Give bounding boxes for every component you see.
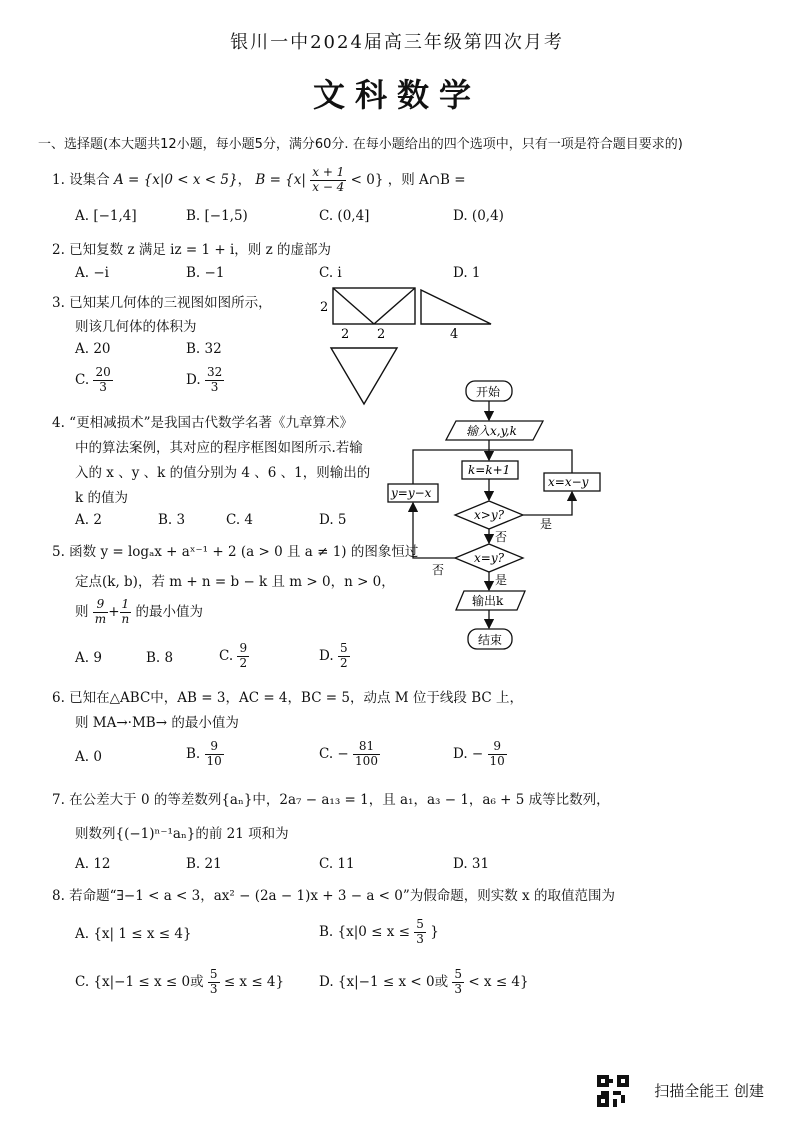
label-side-length: 4 bbox=[450, 327, 459, 342]
q5-option-a: A. 9 bbox=[75, 650, 102, 666]
q5-f2-den: n bbox=[121, 611, 130, 626]
q5-f1-num: 9 bbox=[93, 598, 108, 613]
q6-d-label: D. − bbox=[453, 745, 484, 762]
q6-option-d bbox=[453, 740, 507, 769]
q8-d-den: 3 bbox=[454, 981, 463, 996]
q1-set-a: A = {x|0 < x < 5} bbox=[113, 171, 238, 188]
q2-option-a: A. −i bbox=[75, 265, 109, 281]
q6-option-a: A. 0 bbox=[75, 749, 102, 765]
question-1-stem bbox=[52, 166, 466, 195]
q5-c-fraction bbox=[237, 642, 249, 671]
q3-option-c bbox=[75, 366, 113, 395]
q5-option-d bbox=[319, 642, 350, 671]
q8-b-num: 5 bbox=[416, 917, 424, 931]
flow-input-label: 输入x,y,k bbox=[466, 424, 517, 438]
q8-b-post: } bbox=[430, 923, 439, 940]
q1-comma: ， bbox=[237, 171, 252, 188]
q8-c-den: 3 bbox=[209, 981, 218, 996]
q8-option-d bbox=[319, 968, 529, 997]
q8-c-fraction bbox=[208, 968, 220, 997]
q3-option-a: A. 20 bbox=[75, 341, 111, 357]
q1-frac-num: x + 1 bbox=[312, 165, 345, 179]
side-view bbox=[421, 290, 491, 324]
flow-start-label: 开始 bbox=[476, 385, 501, 399]
q6-d-num: 9 bbox=[488, 740, 507, 755]
q3-d-label: D. bbox=[186, 371, 201, 388]
q6-option-c bbox=[319, 740, 380, 769]
q3-option-b: B. 32 bbox=[186, 341, 222, 357]
flow-cond2-label: x=y? bbox=[474, 551, 505, 565]
q5-c-label: C. bbox=[219, 647, 234, 664]
q8-option-c bbox=[75, 968, 284, 997]
question-4-line-2: 中的算法案例，其对应的程序框图如图所示.若输 bbox=[75, 440, 363, 456]
q3-d-num: 32 bbox=[206, 365, 223, 379]
q8-c-pre: C. {x|−1 ≤ x ≤ 0或 bbox=[75, 973, 204, 990]
flow-increment-label: k=k+1 bbox=[468, 463, 511, 477]
q4-option-c: C. 4 bbox=[226, 512, 254, 528]
exam-title: 文科数学 bbox=[312, 76, 481, 114]
q7-option-b: B. 21 bbox=[186, 856, 222, 872]
question-3-stem-1: 3. 已知某几何体的三视图如图所示， bbox=[52, 295, 272, 311]
question-3-stem-2: 则该几何体的体积为 bbox=[75, 319, 197, 335]
q8-c-num: 5 bbox=[209, 967, 218, 981]
q2-option-d: D. 1 bbox=[453, 265, 481, 281]
section-heading: 一、选择题(本大题共12小题，每小题5分，满分60分. 在每小题给出的四个选项中，只有一项是符合题目要求的) bbox=[38, 137, 683, 152]
q5-fraction-2 bbox=[120, 598, 132, 627]
q8-d-pre: D. {x|−1 ≤ x < 0或 bbox=[319, 973, 449, 990]
question-6-line-2: 则 MA→·MB→ 的最小值为 bbox=[75, 715, 239, 731]
q3-c-den: 3 bbox=[99, 379, 107, 394]
q6-option-b bbox=[186, 740, 224, 769]
q4-option-a: A. 2 bbox=[75, 512, 102, 528]
question-4-line-3: 入的 x 、y 、k 的值分别为 4 、6 、1，则输出的 bbox=[75, 465, 371, 481]
label-width-2: 2 bbox=[377, 327, 386, 342]
q7-option-a: A. 12 bbox=[75, 856, 111, 872]
q6-b-label: B. bbox=[186, 745, 201, 762]
q3-option-d bbox=[186, 366, 224, 395]
qr-code-icon bbox=[597, 1075, 629, 1107]
question-4-line-4: k 的值为 bbox=[75, 490, 128, 506]
q5-d-den: 2 bbox=[339, 655, 348, 670]
q5-f2-num: 1 bbox=[120, 598, 132, 613]
q8-d-post: < x ≤ 4} bbox=[468, 973, 529, 990]
q1-tail: ，则 A∩B = bbox=[387, 171, 466, 188]
q1-option-a: A. [−1,4] bbox=[75, 208, 137, 224]
question-7-line-1: 7. 在公差大于 0 的等差数列{aₙ}中，2a₇ − a₁₃ = 1，且 a₁，a₃ − 1，a₆ + 5 成等比数列， bbox=[52, 792, 610, 808]
flow-right-label: x=x−y bbox=[548, 475, 589, 489]
exam-header: 银川一中2024届高三年级第四次月考 bbox=[230, 32, 564, 53]
q6-d-den: 10 bbox=[489, 753, 505, 768]
flow-left-label: y=y−x bbox=[391, 486, 432, 500]
q1-frac-den: x − 4 bbox=[312, 179, 345, 194]
q1-number: 1. bbox=[52, 171, 65, 188]
question-4-line-1: 4. “更相减损术”是我国古代数学名著《九章算术》 bbox=[52, 415, 353, 431]
question-8-stem: 8. 若命题“∃−1 < a < 3，ax² − (2a − 1)x + 3 − a < 0”为假命题，则实数 x 的取值范围为 bbox=[52, 888, 615, 904]
label-height: 2 bbox=[320, 300, 329, 315]
q8-c-post: ≤ x ≤ 4} bbox=[223, 973, 285, 990]
q3-c-label: C. bbox=[75, 371, 90, 388]
q5-post: 的最小值为 bbox=[135, 603, 204, 620]
q5-f1-den: m bbox=[94, 611, 107, 626]
q5-c-den: 2 bbox=[239, 655, 248, 670]
flow-no2-label: 否 bbox=[432, 563, 445, 577]
q1-option-d: D. (0,4) bbox=[453, 208, 504, 224]
flow-end-label: 结束 bbox=[478, 633, 503, 647]
q1-set-b-post: < 0} bbox=[350, 171, 384, 188]
q3-c-fraction bbox=[93, 366, 112, 395]
q1-option-c: C. (0,4] bbox=[319, 208, 370, 224]
question-5-line-3 bbox=[75, 598, 203, 627]
q8-b-fraction bbox=[414, 918, 426, 947]
q1-fraction bbox=[310, 166, 346, 195]
q8-b-pre: B. {x|0 ≤ x ≤ bbox=[319, 923, 410, 940]
q6-c-den: 100 bbox=[355, 753, 378, 768]
q4-option-d: D. 5 bbox=[319, 512, 347, 528]
q3-d-fraction bbox=[205, 366, 224, 395]
q1-option-b: B. [−1,5) bbox=[186, 208, 248, 224]
q8-b-den: 3 bbox=[416, 931, 424, 946]
q1-set-b-pre: B = {x| bbox=[255, 171, 306, 188]
q6-c-label: C. − bbox=[319, 745, 349, 762]
question-5-line-1: 5. 函数 y = logₐx + aˣ⁻¹ + 2 (a > 0 且 a ≠ 1) 的图象恒过 bbox=[52, 544, 419, 560]
q8-option-b bbox=[319, 918, 439, 947]
q5-d-fraction bbox=[338, 642, 350, 671]
q7-option-d: D. 31 bbox=[453, 856, 490, 872]
question-2-stem: 2. 已知复数 z 满足 iz = 1 + i，则 z 的虚部为 bbox=[52, 242, 331, 258]
q4-option-b: B. 3 bbox=[158, 512, 186, 528]
q6-b-fraction bbox=[205, 740, 224, 769]
flow-no-label: 否 bbox=[495, 530, 508, 544]
q5-pre: 则 bbox=[75, 603, 89, 620]
question-7-line-2: 则数列{(−1)ⁿ⁻¹aₙ}的前 21 项和为 bbox=[75, 826, 289, 842]
q7-option-c: C. 11 bbox=[319, 856, 355, 872]
q3-d-den: 3 bbox=[210, 379, 219, 394]
q2-option-b: B. −1 bbox=[186, 265, 225, 281]
q3-c-num: 20 bbox=[95, 365, 111, 379]
q5-d-num: 5 bbox=[339, 641, 348, 655]
flow-output-label: 输出k bbox=[472, 594, 504, 608]
flow-yes2-label: 是 bbox=[495, 573, 508, 587]
q6-b-den: 10 bbox=[206, 753, 222, 768]
q5-d-label: D. bbox=[319, 647, 334, 664]
q6-c-fraction bbox=[353, 740, 380, 769]
q8-d-num: 5 bbox=[454, 967, 463, 981]
front-view bbox=[333, 288, 415, 324]
flow-cond1-label: x>y? bbox=[474, 508, 505, 522]
scanner-watermark: 扫描全能王 创建 bbox=[654, 1082, 764, 1100]
q5-plus: + bbox=[108, 603, 120, 620]
q5-c-num: 9 bbox=[239, 641, 248, 655]
flowchart bbox=[380, 378, 620, 658]
flow-yes-label: 是 bbox=[540, 517, 553, 531]
q5-option-b: B. 8 bbox=[146, 650, 174, 666]
q6-d-fraction bbox=[488, 740, 507, 769]
question-5-line-2: 定点(k, b)，若 m + n = b − k 且 m > 0，n > 0， bbox=[75, 574, 395, 590]
q8-option-a: A. {x| 1 ≤ x ≤ 4} bbox=[75, 926, 192, 942]
q1-text: 设集合 bbox=[69, 171, 110, 188]
label-width-1: 2 bbox=[341, 327, 350, 342]
question-6-line-1: 6. 已知在△ABC中，AB = 3，AC = 4，BC = 5，动点 M 位于线段 BC 上， bbox=[52, 690, 523, 706]
q6-c-num: 81 bbox=[353, 740, 380, 755]
q6-b-num: 9 bbox=[205, 740, 224, 755]
q8-d-fraction bbox=[452, 968, 464, 997]
q5-option-c bbox=[219, 642, 249, 671]
q2-option-c: C. i bbox=[319, 265, 342, 281]
q5-fraction-1 bbox=[93, 598, 108, 627]
